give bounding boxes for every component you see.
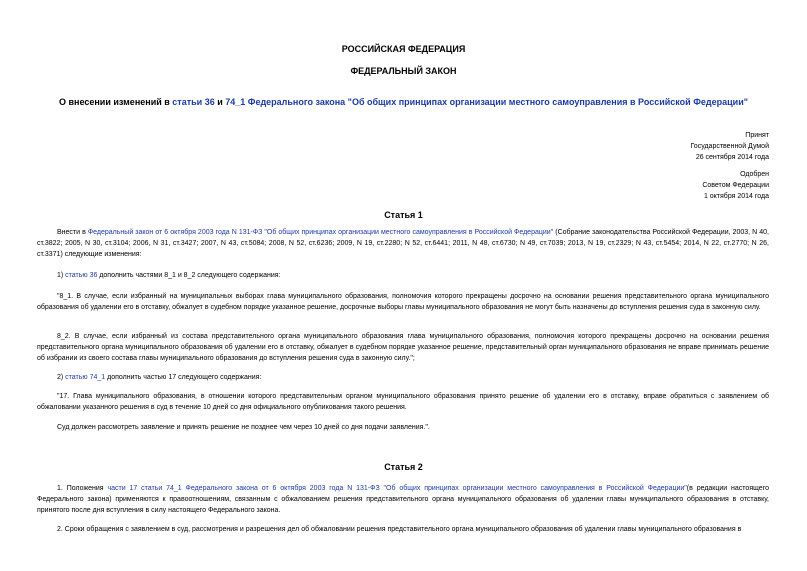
article-1-item-2 — [37, 372, 769, 383]
item-2-prefix: 2) — [57, 374, 66, 381]
federal-law-131-link[interactable]: Федеральный закон от 6 октября 2003 года N 131-ФЗ "Об общих принципах организации местного самоуправления в Российской Федерации" — [87, 229, 554, 236]
item-2-text: дополнить частью 17 следующего содержания: — [105, 374, 262, 381]
title-text-pre: О внесении изменений в — [59, 97, 173, 107]
adopted-block — [690, 130, 769, 163]
article-2-heading: Статья 2 — [384, 462, 423, 472]
part-8-2-text: 8_2. В случае, если избранный из состава представительного органа муниципального образования глава муниципального образования, полномочия которого прекращены досрочно на основании решения представительного органа муниципального образования об удалении его в отставку, обжалует в судебном порядке указанное решение, представительный орган муниципального образования не вправе принимать решение об избрании из своего состава главы муниципального образования до вступления решения суда в законную силу."; — [37, 333, 769, 362]
adopted-line: Государственной Думой — [690, 143, 769, 150]
adopted-line: Принят — [745, 132, 769, 139]
article-1-item-1 — [37, 270, 769, 281]
law-title — [0, 97, 807, 107]
intro-text-post: (Собрание законодательства Российской Федерации, 2003, N 40, ст.3822; 2005, N 30, ст.3104; 2006, N 31, ст.3427; 2007, N 43, ст.5084; 2008, N 52, ст.6236; 2009, N 19, ст.2280; N 52, ст.6441; 2011, N 48, ст.6730; N 49, ст.7039; 2013, N 19, ст.2329; N 43, ст.5454; 2014, N 22, ст.2770; N 26, ст.3371) следующие изменения: — [37, 229, 769, 258]
law-type-heading: ФЕДЕРАЛЬНЫЙ ЗАКОН — [350, 66, 457, 76]
country-heading: РОССИЙСКАЯ ФЕДЕРАЦИЯ — [341, 44, 466, 54]
part-17-text: "17. Глава муниципального образования, в отношении которого представительным органом муниципального образования принято решение об удалении его в отставку, вправе обратиться с заявлением об обжаловании указанного решения в суд в течение 10 дней со дня официального опубликования такого решения. — [37, 393, 769, 411]
article-1-heading: Статья 1 — [384, 210, 423, 220]
part-17-article-74-1-link[interactable]: части 17 статьи 74_1 Федерального закона от 6 октября 2003 года N 131-ФЗ "Об общих принципах организации местного самоуправления в Российской Федерации" — [107, 485, 687, 492]
title-text-mid: и — [214, 97, 226, 107]
approved-line: Одобрен — [740, 171, 769, 178]
title-link-article-74-1[interactable]: 74_1 Федерального закона "Об общих принципах организации местного самоуправления в Российской Федерации" — [225, 97, 748, 107]
article-36-link[interactable]: статью 36 — [65, 272, 98, 279]
adopted-date: 26 сентября 2014 года — [695, 154, 769, 161]
intro-text-pre: Внести в — [57, 229, 88, 236]
article-1-intro — [37, 227, 769, 260]
part-17-court-text: Суд должен рассмотреть заявление и принять решение не позднее чем через 10 дней со дня подачи заявления.". — [57, 424, 430, 431]
article-2-paragraph-2: 2. Сроки обращения с заявлением в суд, рассмотрения и разрешения дел об обжаловании решения представительного органа муниципального образования об удалении главы муниципального образования в — [57, 526, 742, 533]
article-2-paragraph-1 — [37, 483, 769, 516]
article-74-1-link[interactable]: статью 74_1 — [65, 374, 106, 381]
paragraph-1-text: (в редакции настоящего Федерального закона) применяются к правоотношениям, связанным с обжалованием решения представительного органа муниципального образования об удалении главы муниципального образования в отставку, принятого после дня вступления в силу настоящего Федерального закона. — [37, 485, 769, 514]
title-link-article-36[interactable]: статьи 36 — [172, 97, 215, 107]
item-1-text: дополнить частями 8_1 и 8_2 следующего содержания: — [97, 272, 281, 279]
approved-block — [702, 169, 769, 202]
approved-date: 1 октября 2014 года — [703, 193, 769, 200]
approved-line: Советом Федерации — [702, 182, 769, 189]
item-1-prefix: 1) — [57, 272, 66, 279]
paragraph-1-prefix: 1. Положения — [57, 485, 108, 492]
part-8-1-text: "8_1. В случае, если избранный на муниципальных выборах глава муниципального образования, полномочия которого прекращены досрочно на основании решения представительного органа муниципального образования об удалении его в отставку, обжалует в судебном порядке указанное решение, досрочные выборы главы муниципального образования не могут быть назначены до вступления решения суда в законную силу. — [37, 293, 769, 311]
